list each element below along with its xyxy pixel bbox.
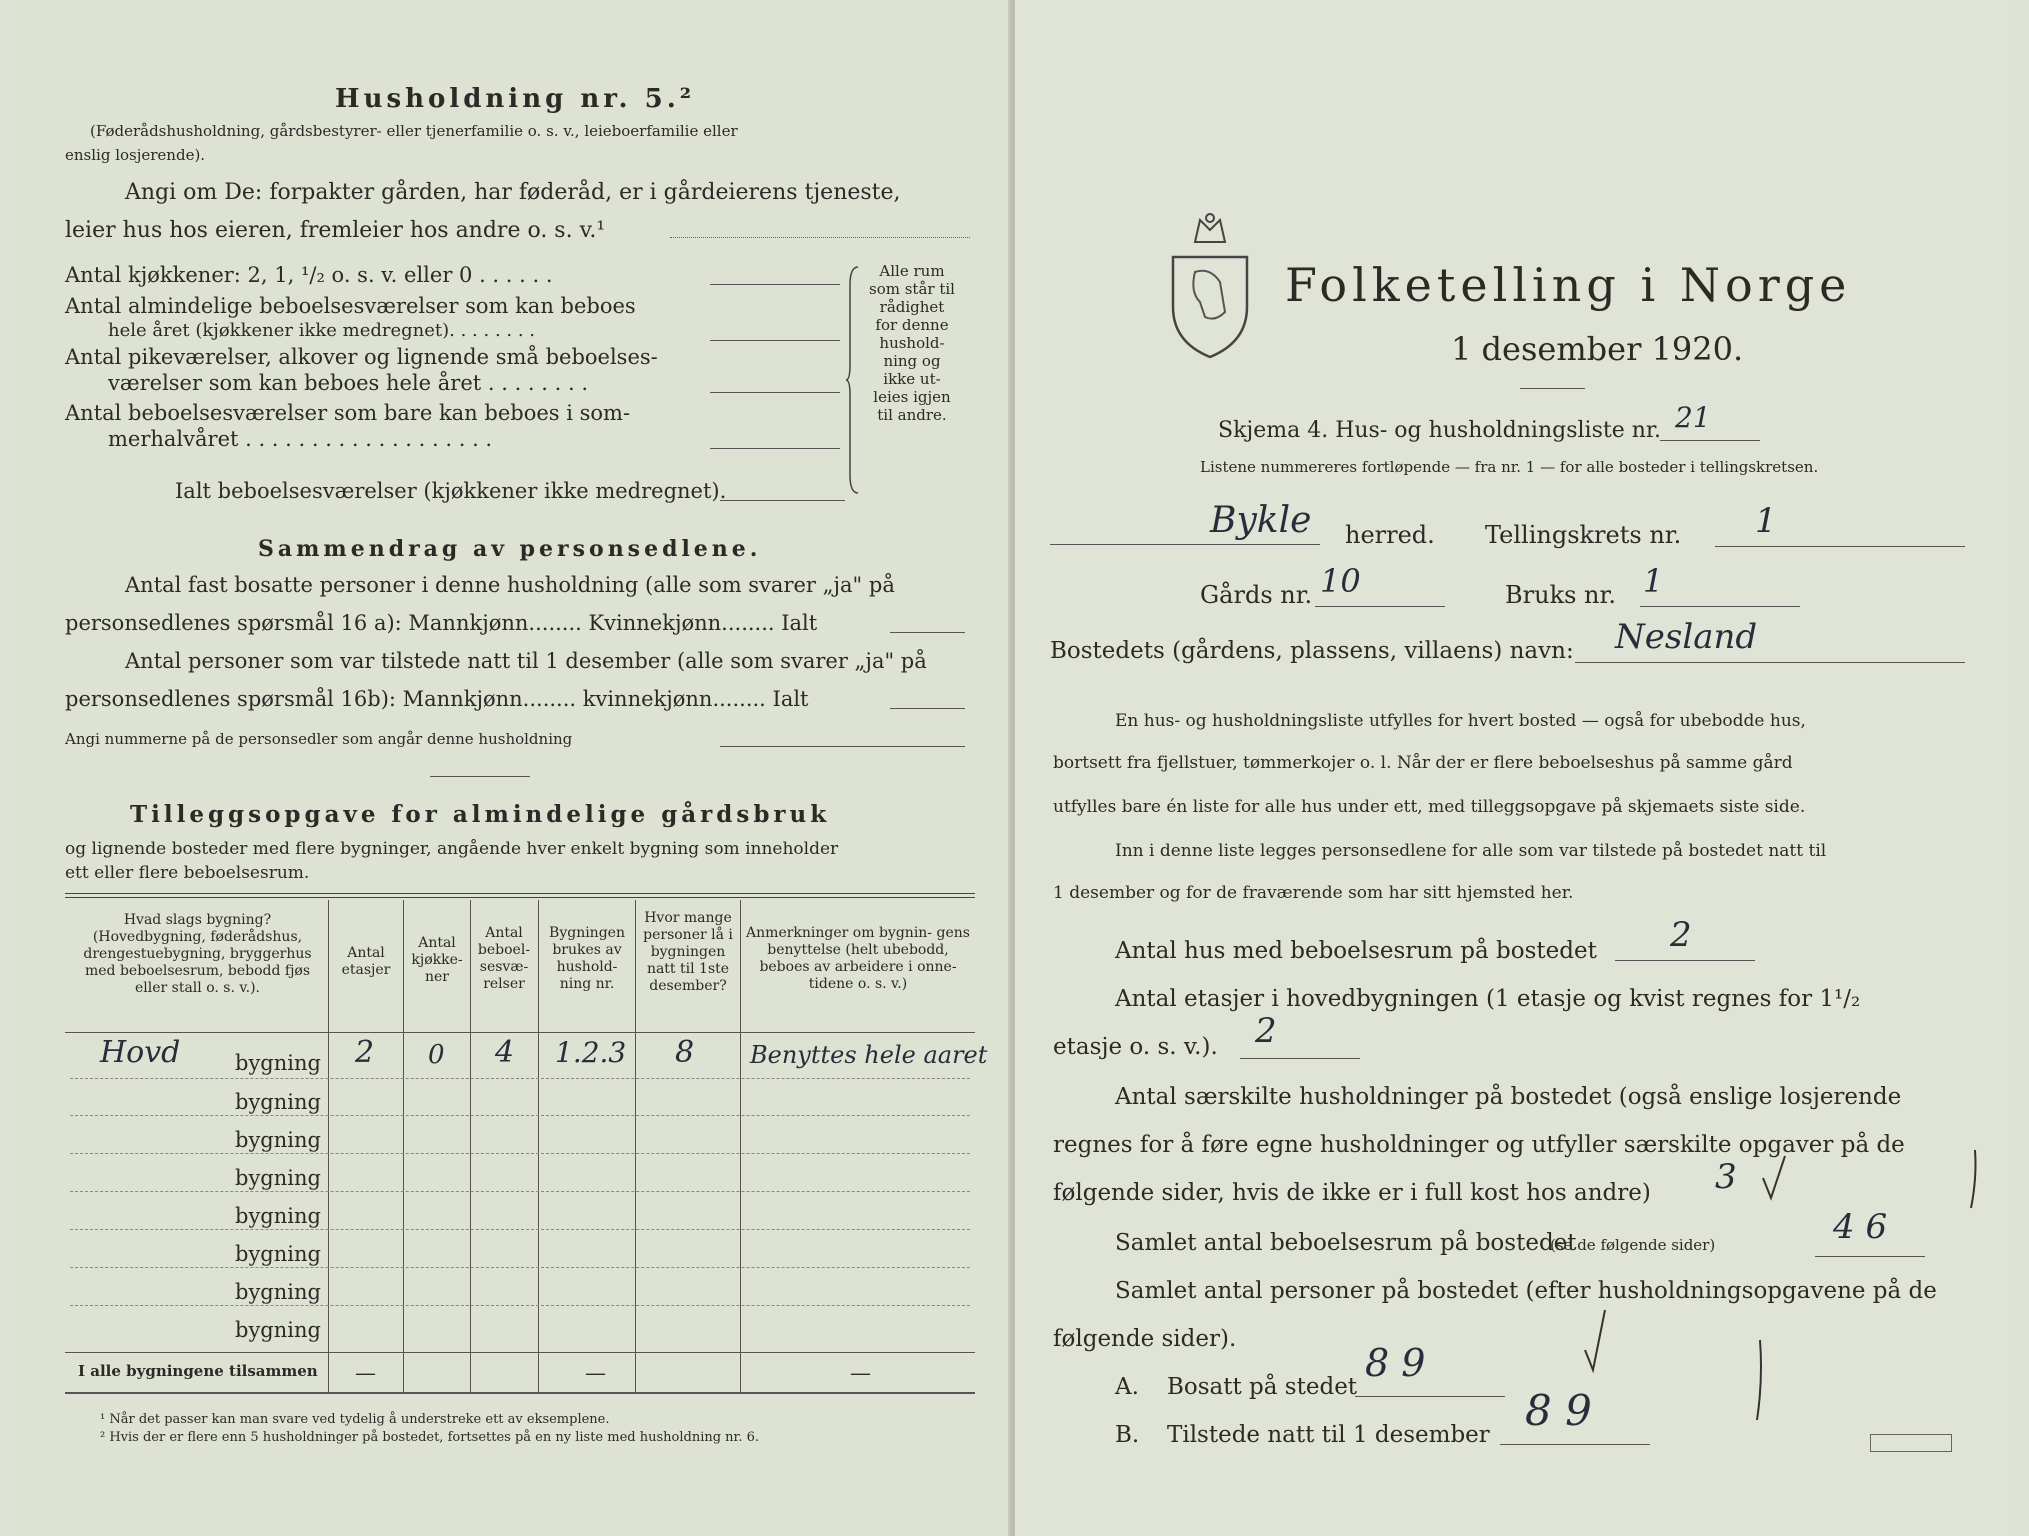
rooms-summer-1: Antal beboelsesværelser som bare kan beboes i som-: [65, 401, 631, 425]
info-line-5: 1 desember og for de fraværende som har sitt hjemsted her.: [1053, 883, 1574, 903]
summary-line-2: personsedlenes spørsmål 16 a): Mannkjønn........ Kvinnekjønn........ Ialt: [65, 611, 818, 635]
row-label: bygning: [235, 1280, 321, 1304]
row-label: bygning: [235, 1128, 321, 1152]
row-persons: 8: [675, 1035, 695, 1070]
a-value: 8 9: [1365, 1341, 1426, 1385]
antal-hus-value: 2: [1670, 915, 1692, 955]
tillegg-sub-2: ett eller flere beboelsesrum.: [65, 863, 310, 883]
saerskilte-line-1: Antal særskilte husholdninger på bostedet (også enslige losjerende: [1115, 1084, 1902, 1110]
samlet-rom-label: Samlet antal beboelsesrum på bostedet: [1115, 1230, 1577, 1256]
bruks-label: Bruks nr.: [1505, 581, 1616, 609]
antal-hus-label: Antal hus med beboelsesrum på bostedet: [1115, 938, 1597, 964]
footnote-2: ² Hvis der er flere enn 5 husholdninger på bostedet, fortsettes på en ny liste med husholdning nr. 6.: [100, 1430, 760, 1445]
b-label: B.: [1115, 1422, 1140, 1448]
rooms-ordinary-1: Antal almindelige beboelsesværelser som kan beboes: [65, 294, 636, 318]
brace-icon: [846, 265, 862, 495]
header-kitchens: Antal kjøkke- ner: [411, 935, 463, 985]
b-value: 8 9: [1525, 1386, 1592, 1435]
samlet-rom-value: 4 6: [1833, 1207, 1888, 1247]
summary-title: Sammendrag av personsedlene.: [258, 536, 762, 562]
total-dash-remarks: —: [850, 1361, 871, 1385]
row-remarks: Benyttes hele aaret: [750, 1041, 988, 1069]
b-text: Tilstede natt til 1 desember: [1167, 1422, 1490, 1448]
header-rooms: Antal beboel- sesvæ- relser: [477, 925, 531, 992]
coat-of-arms-icon: [1165, 212, 1255, 362]
total-dash-floors: —: [355, 1361, 376, 1385]
gards-label: Gårds nr.: [1200, 581, 1313, 609]
brace-note: Alle rum som står til rådighet for denne hushold- ning og ikke ut- leies igjen til andre.: [869, 262, 955, 424]
samlet-rom-note: (se de følgende sider): [1550, 1236, 1716, 1254]
tillegg-title: Tilleggsopgave for almindelige gårdsbruk: [130, 801, 831, 828]
row-label: bygning: [235, 1051, 321, 1075]
saerskilte-line-3: følgende sider, hvis de ikke er i full kost hos andre): [1053, 1180, 1651, 1206]
left-page: [10, 0, 1010, 1536]
skjema-number: 21: [1675, 401, 1711, 434]
header-building-type: Hvad slags bygning? (Hovedbygning, føderådshus, drengestuebygning, bryggerhus med beboelsesrum, bebodd fjøs eller stall o. s. v.).: [83, 912, 312, 996]
right-page: [1015, 0, 2015, 1536]
row-rooms: 4: [495, 1035, 515, 1070]
angi-line-2: leier hus hos eieren, fremleier hos andre o. s. v.¹: [65, 218, 606, 243]
rooms-total: Ialt beboelsesværelser (kjøkkener ikke medregnet).: [175, 479, 727, 503]
etasjer-line-2: etasje o. s. v.).: [1053, 1034, 1218, 1060]
footnote-1: ¹ Når det passer kan man svare ved tydelig å understreke ett av eksemplene.: [100, 1412, 610, 1427]
info-line-2: bortsett fra fjellstuer, tømmerkojer o. l. Når der er flere beboelseshus på samme gård: [1053, 753, 1793, 773]
herred-label: herred.: [1345, 521, 1435, 549]
header-floors: Antal etasjer: [341, 945, 391, 978]
skjema-label: Skjema 4. Hus- og husholdningsliste nr.: [1218, 418, 1661, 443]
bosted-value: Nesland: [1615, 617, 1758, 657]
rooms-ordinary-2: hele året (kjøkkener ikke medregnet). . . . . . . .: [108, 320, 535, 341]
tillegg-sub-1: og lignende bosteder med flere bygninger, angående hver enkelt bygning som inneholder: [65, 839, 839, 859]
herred-value: Bykle: [1210, 500, 1312, 541]
rooms-small-1: Antal pikeværelser, alkover og lignende små beboelses-: [65, 345, 658, 369]
etasjer-value: 2: [1255, 1011, 1277, 1051]
row-floors: 2: [355, 1035, 375, 1070]
summary-line-1: Antal fast bosatte personer i denne husholdning (alle som svarer „ja" på: [125, 573, 895, 597]
row-kitchens: 0: [428, 1040, 445, 1070]
etasjer-line-1: Antal etasjer i hovedbygningen (1 etasje og kvist regnes for 1¹/₂: [1115, 986, 1861, 1012]
saerskilte-value: 3: [1715, 1157, 1737, 1197]
summary-line-4: personsedlenes spørsmål 16b): Mannkjønn........ kvinnekjønn........ Ialt: [65, 687, 809, 711]
row-label: bygning: [235, 1242, 321, 1266]
intro-line-2: enslig losjerende).: [65, 146, 206, 164]
tick-marks-icon: [1505, 1290, 1805, 1450]
rooms-summer-2: merhalvåret . . . . . . . . . . . . . . . . . . .: [108, 427, 493, 451]
saerskilte-line-2: regnes for å føre egne husholdninger og utfyller særskilte opgaver på de: [1053, 1132, 1905, 1158]
a-text: Bosatt på stedet: [1167, 1374, 1358, 1400]
census-date: 1 desember 1920.: [1451, 330, 1744, 368]
angi-nummer: Angi nummerne på de personsedler som angår denne husholdning: [65, 730, 573, 748]
total-dash-household: —: [585, 1361, 606, 1385]
info-line-4: Inn i denne liste legges personsedlene for alle som var tilstede på bostedet natt til: [1115, 841, 1827, 861]
census-title: Folketelling i Norge: [1285, 258, 1852, 312]
gards-value: 10: [1320, 562, 1361, 600]
listene-note: Listene nummereres fortløpende — fra nr. 1 — for alle bosteder i tellingskretsen.: [1200, 458, 1819, 476]
row-household: 1.2.3: [555, 1036, 627, 1069]
tellingskrets-label: Tellingskrets nr.: [1485, 521, 1682, 549]
row-label: bygning: [235, 1090, 321, 1114]
rooms-small-2: værelser som kan beboes hele året . . . . . . . .: [108, 371, 588, 395]
bosted-label: Bostedets (gårdens, plassens, villaens) navn:: [1050, 638, 1574, 664]
info-line-1: En hus- og husholdningsliste utfylles for hvert bosted — også for ubebodde hus,: [1115, 711, 1806, 731]
intro-line-1: (Føderådshusholdning, gårdsbestyrer- eller tjenerfamilie o. s. v., leieboerfamilie eller: [90, 122, 738, 140]
bruks-value: 1: [1643, 562, 1664, 600]
summary-line-3: Antal personer som var tilstede natt til 1 desember (alle som svarer „ja" på: [125, 649, 927, 673]
row-label: bygning: [235, 1318, 321, 1342]
row-label: bygning: [235, 1204, 321, 1228]
total-label: I alle bygningene tilsammen: [78, 1362, 318, 1380]
angi-line-1: Angi om De: forpakter gården, har føderåd, er i gårdeierens tjeneste,: [125, 180, 901, 205]
row-label: bygning: [235, 1166, 321, 1190]
samlet-pers-line-2: følgende sider).: [1053, 1326, 1237, 1352]
household-title: Husholdning nr. 5.²: [335, 84, 696, 114]
header-persons: Hvor mange personer lå i bygningen natt til 1ste desember?: [643, 910, 733, 994]
header-remarks: Anmerkninger om bygnin- gens benyttelse (helt ubebodd, beboes av arbeidere i onne- tidene o. s. v.): [746, 925, 970, 992]
a-label: A.: [1115, 1374, 1139, 1400]
row-name: Hovd: [100, 1035, 181, 1070]
header-household: Bygningen brukes av hushold- ning nr.: [549, 925, 625, 992]
info-line-3: utfylles bare én liste for alle hus under ett, med tilleggsopgave på skjemaets siste side.: [1053, 797, 1806, 817]
rooms-kitchens: Antal kjøkkener: 2, 1, ¹/₂ o. s. v. eller 0 . . . . . .: [65, 263, 553, 287]
printer-stamp: [1870, 1434, 1952, 1452]
samlet-pers-line-1: Samlet antal personer på bostedet (efter husholdningsopgavene på de: [1115, 1278, 1937, 1304]
tellingskrets-value: 1: [1755, 501, 1777, 541]
